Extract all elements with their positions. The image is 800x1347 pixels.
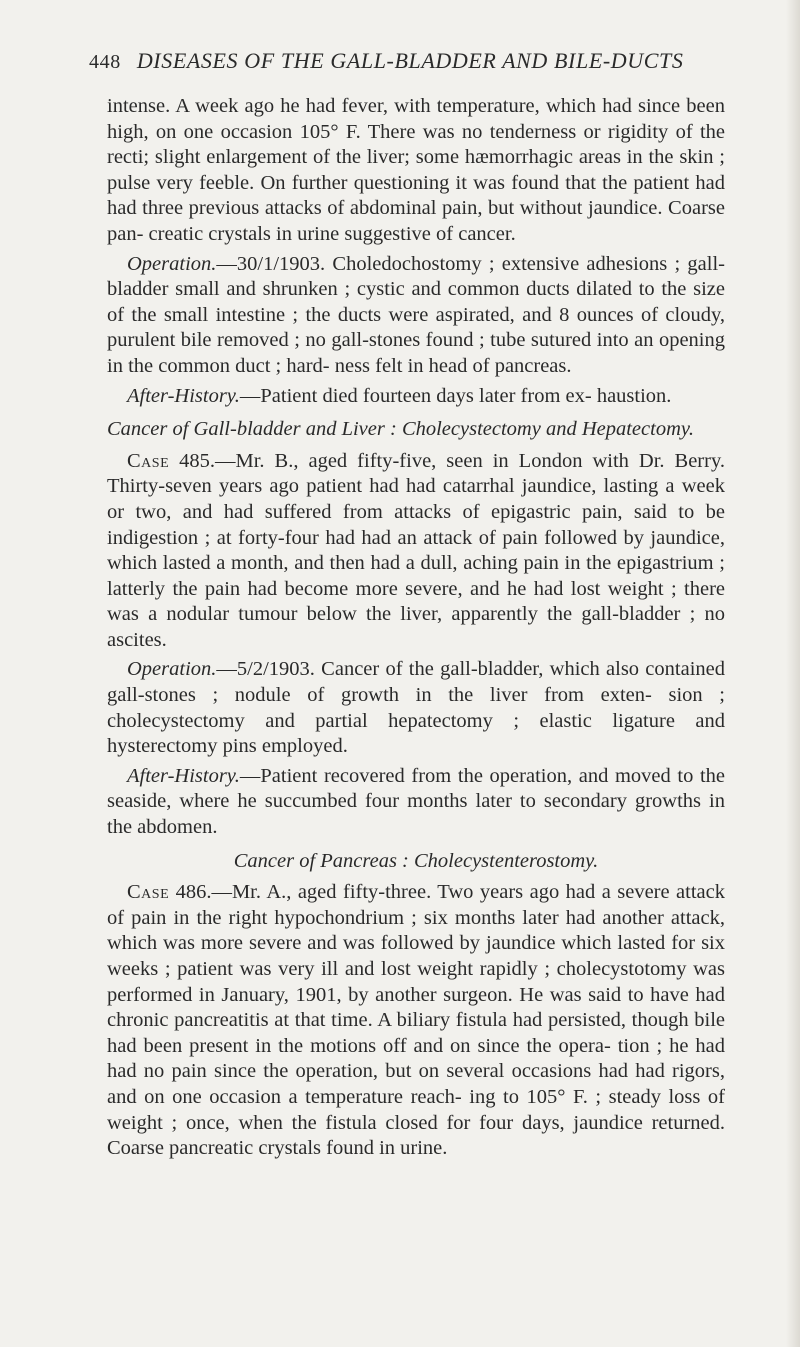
operation-text: —5/2/1903. Cancer of the gall-bladder, which also contained gall-stones ; nodule of growth in the liver from exten- sion ; cholecystectomy and partial hepatectomy ; elastic ligature and hysterectomy pins employed. (107, 658, 725, 758)
operation-text: —30/1/1903. Choledochostomy ; extensive adhesions ; gall-bladder small and shrunken ; cystic and common ducts dilated to the size of the small intestine ; the ducts were aspirated, and 8 ounces of cloudy, purulent bile removed ; no gall-stones found ; tube sutured into an opening in the common duct ; hard- ness felt in head of pancreas. (107, 252, 725, 377)
after-history-text: —Patient recovered from the operation, and moved to the seaside, where he succumbed four months later to secondary growths in the abdomen. (107, 764, 725, 839)
section-heading-gallbladder-liver: Cancer of Gall-bladder and Liver : Cholecystectomy and Hepatectomy. (107, 418, 694, 441)
after-history-label: After-History. (127, 384, 240, 407)
case-label: Case (127, 449, 170, 472)
paragraph-operation-1 (107, 252, 725, 380)
case-text: 485.—Mr. B., aged fifty-five, seen in London with Dr. Berry. Thirty-seven years ago patient had had catarrhal jaundice, lasting a week or two, and had suffered from attacks of epigastric pain, said to be indigestion ; at forty-four had had an attack of pain followed by jaundice, which lasted a month, and then had a dull, aching pain in the epigastrium ; latterly the pain had become more severe, and he had lost weight ; there was a nodular tumour below the liver, apparently the gall-bladder ; no ascites. (107, 449, 725, 651)
running-title: DISEASES OF THE GALL-BLADDER AND BILE-DUCTS (136, 48, 684, 73)
paragraph-operation-2 (107, 657, 725, 759)
paragraph-case-485 (107, 449, 725, 654)
after-history-text: —Patient died fourteen days later from ex- haustion. (239, 384, 672, 407)
paragraph-case-486 (107, 880, 725, 1162)
case-label: Case (127, 881, 170, 904)
page-edge-shadow (786, 0, 800, 1347)
paragraph-after-history-1 (107, 384, 725, 410)
operation-label: Operation. (127, 252, 217, 275)
case-text: 486.—Mr. A., aged fifty-three. Two years ago had a severe attack of pain in the right hypochondrium ; six months later had another attack, which was more severe and was followed by jaundice which lasted for six weeks ; patient was very ill and lost weight rapidly ; cholecystotomy was performed in January, 1901, by another surgeon. He was said to have had chronic pancreatitis at that time. A biliary fistula had persisted, though bile had been present in the motions off and on since the opera- tion ; he had had no pain since the operation, but on several occasions had had rigors, and on one occasion a temperature reach- ing to 105° F. ; steady loss of weight ; once, when the fistula closed for four days, jaundice returned. Coarse pancreatic crystals found in urine. (107, 881, 725, 1160)
page-header (89, 48, 725, 74)
paragraph-after-history-2 (107, 764, 725, 841)
after-history-label: After-History. (127, 764, 240, 787)
book-page (89, 48, 725, 1166)
operation-label: Operation. (127, 658, 217, 681)
section-heading-pancreas: Cancer of Pancreas : Cholecystenterostomy. (233, 849, 599, 872)
paragraph-case-continuation: intense. A week ago he had fever, with temperature, which had since been high, on one occasion 105° F. There was no tenderness or rigidity of the recti; slight enlargement of the liver; some hæmorrhagic areas in the skin ; pulse very feeble. On further questioning it was found that the patient had had three previous attacks of abdominal pain, but without jaundice. Coarse pan- creatic crystals in urine suggestive of cancer. (107, 95, 725, 245)
page-number: 448 (89, 51, 121, 73)
